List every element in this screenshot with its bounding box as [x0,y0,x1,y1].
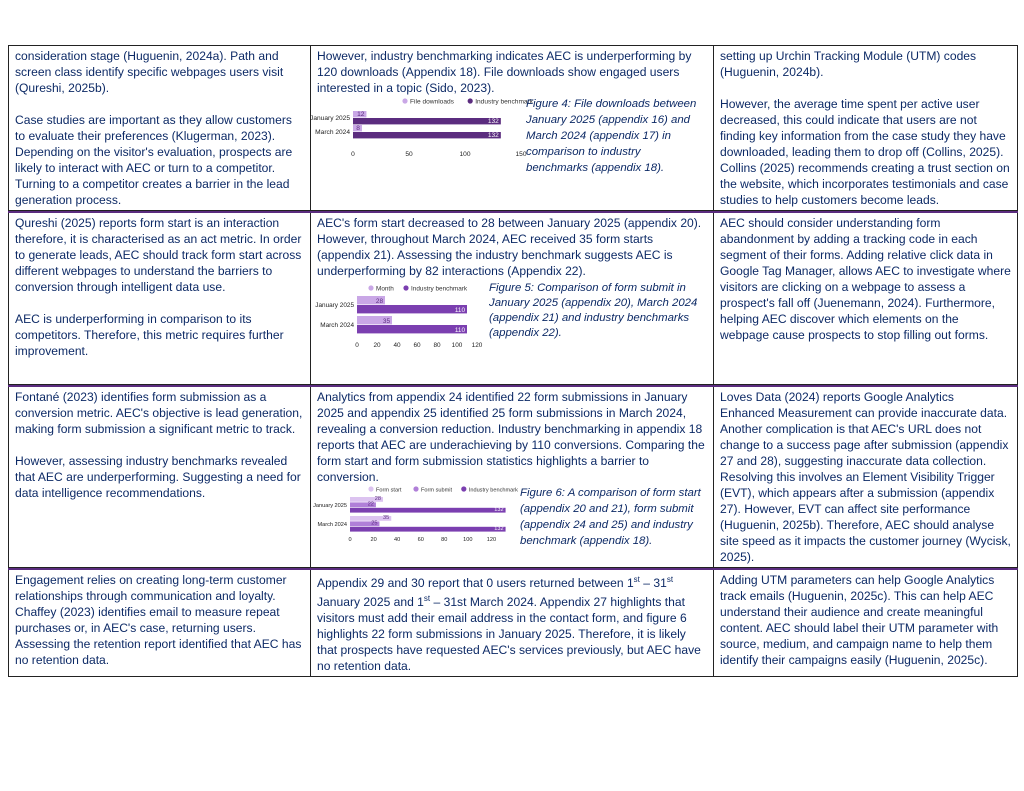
tick-label: 20 [370,537,377,543]
tick-label: 40 [394,537,401,543]
legend-marker [468,98,473,103]
superscript: st [666,575,674,584]
category-label: January 2025 [310,115,350,122]
data-label: 25 [371,520,378,527]
data-label: 110 [454,306,465,314]
data-label: 28 [375,297,383,305]
data-label: 28 [374,496,381,503]
legend-marker [368,486,373,491]
tick-label: 40 [393,342,401,349]
tick-label: 60 [413,342,421,349]
paragraph: However, the average time spent per active user decreased, this could indicate that users are not finding key information from the case study they have downloaded, leading them to drop off (Collins, 2025). Collins (2025) recommends creating a trust section on the website, which incorporates testimonials and case studies to help customers become leads. [720,97,1010,207]
tick-label: 0 [355,342,359,349]
tick-label: 60 [417,537,424,543]
legend-label: Industry benchmark [468,487,518,494]
legend-marker [368,285,373,290]
cell-metric [9,570,311,677]
cell-metric [9,46,311,211]
bar [357,325,467,333]
legend-label: File downloads [410,98,454,106]
form-comparison-chart [311,485,517,549]
paragraph: Loves Data (2024) reports Google Analytics Enhanced Measurement can provide inaccurate data. Another complication is that AEC's URL does not change to a success page after submission (appendix 27 and 28), suggesting inaccurate data collection. Resolving this involves an Element Visibility Trigger (EVT), which appears after a submission (appendix 27). However, EVT can affect site performance (Huguenin, 2025b). Therefore, AEC should analyse site speed as it impacts the customer journey (Wycisk, 2025). [720,390,1011,564]
cell-recommendation [714,387,1018,568]
paragraph: setting up Urchin Tracking Module (UTM) codes (Huguenin, 2024b). [720,49,977,79]
cell-analysis [311,387,714,568]
paragraph [317,572,707,674]
cell-metric [9,213,311,385]
legend-marker [402,98,407,103]
paragraph: Engagement relies on creating long-term customer relationships through communication and loyalty. Chaffey (2023) identifies email to measure repeat purchases or, in AEC's case, returning users. Assessing the retention report identified that AEC has no retention data. [15,573,302,667]
paragraph: Qureshi (2025) reports form start is an interaction therefore, it is characterised as an act metric. In order to generate leads, AEC should track form start across different webpages to understand the barriers to conversion through intelligent data use. [15,216,302,294]
text-run: Appendix 29 and 30 report that 0 users returned between 1 [317,576,634,591]
data-label: 132 [487,131,499,139]
legend-marker [461,486,466,491]
tick-label: 0 [348,537,352,543]
figure-caption: Figure 4: File downloads between January 2025 (appendix 16) and March 2024 (appendix 17) in comparison to industry benchmarks (appendix 18). [526,98,697,174]
paragraph: AEC is underperforming in comparison to its competitors. Therefore, this metric requires further improvement. [15,312,284,358]
text-run: – 31 [639,576,667,591]
paragraph: However, industry benchmarking indicates AEC is underperforming by 120 downloads (Appendix 18). File downloads show engaged users interested in a topic (Sido, 2023). [317,49,692,95]
tick-label: 0 [351,151,355,158]
legend-label: Form submit [421,487,453,494]
bar [353,118,501,124]
category-label: January 2025 [315,302,354,309]
tick-label: 80 [433,342,441,349]
paragraph: AEC's form start decreased to 28 between January 2025 (appendix 20). However, throughout March 2024, AEC received 35 form starts (appendix 21). Assessing the industry benchmark suggests AEC is underperforming by 82 interactions (Appendix 22). [317,216,702,278]
legend-label: Form start [376,487,402,494]
cell-analysis [311,46,714,211]
data-label: 12 [357,110,365,118]
document-page [8,45,1017,677]
analysis-table [8,45,1018,677]
paragraph: AEC should consider understanding form abandonment by adding a tracking code in each segment of their forms. Adding relative click data in Google Tag Manager, allows AEC to investigate where visitors are clicking on a webpage to assess a prospect's fall off (Juenemann, 2024). Furthermore, helping AEC discover which elements on the webpage cause prospects to stop filling out forms. [720,216,1011,342]
tick-label: 100 [459,151,471,158]
cell-analysis [311,570,714,677]
table-row [9,46,1018,211]
category-label: January 2025 [313,503,347,510]
form-start-chart [311,283,487,359]
bar [350,508,506,513]
file-downloads-chart [310,96,534,182]
superscript: st [423,594,431,604]
figure-caption: Figure 6: A comparison of form start (appendix 20 and 21), form submit (appendix 24 and 25) and industry benchmark (appendix 18). [520,487,701,547]
cell-recommendation [714,570,1018,677]
cell-recommendation [714,46,1018,211]
legend-label: Industry benchmark [475,98,534,106]
paragraph: Analytics from appendix 24 identified 22 form submissions in January 2025 and appendix 25 identified 25 form submissions in March 2024, revealing a conversion reduction. Industry benchmarking in appendix 18 reports that AEC are underachieving by 110 conversions. Comparing the form start and form submission statistics highlights a barrier to conversion. [317,390,705,484]
tick-label: 120 [471,342,483,349]
tick-label: 100 [451,342,463,349]
tick-label: 120 [486,537,497,543]
cell-recommendation [714,213,1018,385]
legend-label: Industry benchmark [411,285,468,293]
legend-marker [413,486,418,491]
table-row [9,387,1018,568]
data-label: 22 [367,501,374,508]
tick-label: 50 [405,151,413,158]
paragraph: consideration stage (Huguenin, 2024a). Path and screen class identify specific webpages users visit (Qureshi, 2025b). [15,49,284,95]
text-run: January 2025 and 1 [317,595,424,610]
paragraph: Case studies are important as they allow customers to evaluate their preferences (Klugerman, 2023). Depending on the visitor's evaluation, prospects are likely to interact with AEC or turn to a competitor. Turning to a competitor creates a barrier in the lead generation process. [15,113,293,207]
paragraph: Adding UTM parameters can help Google Analytics track emails (Huguenin, 2025c). This can help AEC understand their audience and create meaningful content. AEC should label their UTM parameter with source, medium, and campaign name to help them identify their campaigns easily (Huguenin, 2025c). [720,573,999,667]
cell-metric [9,387,311,568]
figure-caption: Figure 5: Comparison of form submit in January 2025 (appendix 20), March 2024 (appendix 21) and industry benchmarks (appendix 22). [489,282,698,339]
category-label: March 2024 [315,129,350,136]
tick-label: 100 [463,537,473,543]
paragraph: Fontané (2023) identifies form submission as a conversion metric. AEC's objective is lead generation, making form submission a significant metric to track. [15,390,303,436]
tick-label: 80 [441,537,448,543]
legend-label: Month [376,285,394,293]
category-label: March 2024 [320,322,354,329]
tick-label: 20 [373,342,381,349]
table-row [9,570,1018,677]
data-label: 110 [454,326,465,334]
text-run: – 31st March 2024. Appendix 27 highlights that visitors must add their email address in the contact form, and figure 6 highlights 22 form submissions in January 2025. Therefore, it is likely that prospects have requested AEC's services previously, but AEC have no retention data. [317,595,701,674]
data-label: 132 [487,117,499,125]
tick-label: 150 [515,151,527,158]
data-label: 8 [356,124,360,132]
data-label: 132 [494,507,504,513]
data-label: 35 [383,515,390,522]
category-label: March 2024 [317,522,347,529]
superscript: st [633,575,640,584]
data-label: 132 [494,526,504,532]
cell-analysis [311,213,714,385]
paragraph: However, assessing industry benchmarks revealed that AEC are underperforming. Suggesting a need for data intelligence recommendations. [15,454,301,500]
bar [357,305,467,313]
legend-marker [403,285,408,290]
table-row [9,213,1018,385]
bar [350,527,506,532]
bar [353,132,501,138]
data-label: 35 [382,317,390,325]
